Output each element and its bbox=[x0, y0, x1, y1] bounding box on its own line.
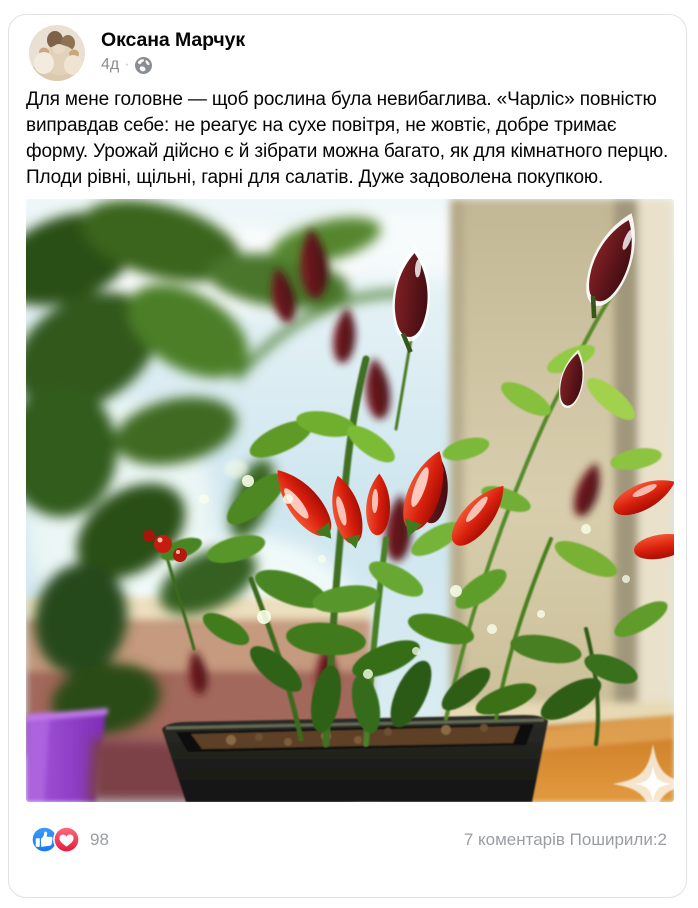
engagement-bar bbox=[9, 802, 686, 871]
avatar-image bbox=[29, 25, 85, 81]
love-icon[interactable] bbox=[53, 826, 80, 853]
post-card bbox=[8, 14, 687, 898]
comments-shares[interactable]: 7 коментарів Поширили:2 bbox=[463, 829, 667, 849]
reactions-summary[interactable] bbox=[31, 826, 109, 853]
reaction-count[interactable]: 98 bbox=[90, 829, 109, 849]
meta-separator: · bbox=[124, 56, 130, 73]
post-meta bbox=[101, 56, 245, 74]
pepper-plant-illustration bbox=[26, 199, 674, 802]
author-block bbox=[101, 25, 245, 74]
author-name[interactable]: Оксана Марчук bbox=[101, 29, 246, 51]
globe-icon bbox=[135, 57, 152, 74]
timestamp[interactable]: 4д bbox=[101, 56, 120, 73]
black-pot bbox=[162, 715, 548, 802]
post-photo[interactable] bbox=[26, 199, 674, 802]
post-text: Для мене головне — щоб рослина була невибаглива. «Чарліс» повністю виправдав себе: не реагує на сухе повітря, не жовтіє, добре тримає форму. Урожай дійсно є й зібрати можна багато, як для кімнатного перцю. Плоди рівні, щільні, гарні для салатів. Дуже задоволена покупкою. bbox=[26, 89, 669, 188]
avatar[interactable] bbox=[29, 25, 85, 81]
post-header bbox=[9, 15, 686, 81]
